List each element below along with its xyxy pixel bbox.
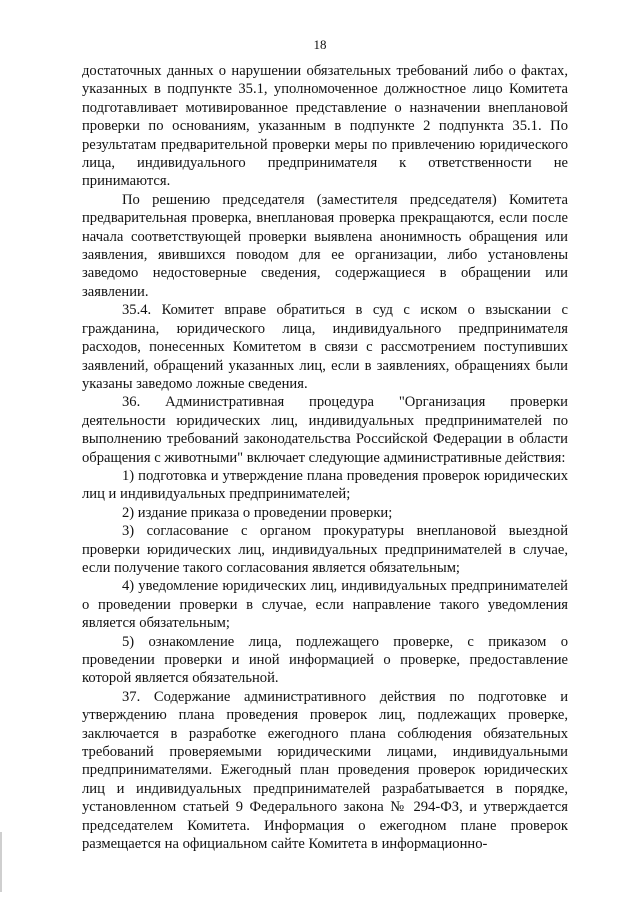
paragraph-35-4: 35.4. Комитет вправе обратиться в суд с иском о взыскании с гражданина, юридического лица, индивидуального предпринимателя расходов, понесенных Комитетом в связи с рассмотрением поступивших заявлений, обращений указанных лиц, если в заявлениях, обращениях были указаны заведомо ложные сведения. xyxy=(82,302,568,392)
list-item-2: 2) издание приказа о проведении проверки; xyxy=(122,504,393,521)
list-item-3: 3) согласование с органом прокуратуры внеплановой выездной проверки юридических лиц, индивидуальных предпринимателей в случае, если получение такого согласования является обязательным; xyxy=(82,523,568,576)
paragraph-36: 36. Административная процедура "Организация проверки деятельности юридических лиц, индивидуальных предпринимателей по выполнению требований законодательства Российской Федерации в области обращения с животными" включает следующие административные действия: xyxy=(82,394,568,466)
list-item-5: 5) ознакомление лица, подлежащего проверке, с приказом о проведении проверки и иной информацией о проверке, предоставление которой является обязательной. xyxy=(82,633,568,687)
document-body xyxy=(82,62,568,853)
scan-edge-mark xyxy=(0,832,2,892)
list-item-4: 4) уведомление юридических лиц, индивидуальных предпринимателей о проведении проверки в случае, если направление такого уведомления является обязательным; xyxy=(82,578,568,632)
list-item-1: 1) подготовка и утверждение плана проведения проверок юридических лиц и индивидуальных предпринимателей; xyxy=(82,467,568,503)
paragraph-continuation: достаточных данных о нарушении обязательных требований либо о фактах, указанных в подпункте 35.1, уполномоченное должностное лицо Комитета подготавливает мотивированное представление о назначении внеплановой проверки по основаниям, указанным в подпункте 2 подпункта 35.1. По результатам предварительной проверки меры по привлечению юридического лица, индивидуального предпринимателя к ответственности не принимаются. xyxy=(82,63,568,190)
paragraph-37: 37. Содержание административного действия по подготовке и утверждению плана проведения проверок лиц, подлежащих проверке, заключается в разработке ежегодного плана соблюдения обязательных требований проверяемыми юридическими лицами, индивидуальными предпринимателями. Ежегодный план проведения проверок юридических лиц и индивидуальных предпринимателей разрабатывается в порядке, установленном статьей 9 Федерального закона № 294-ФЗ, и утверждается председателем Комитета. Информация о ежегодном плане проверок размещается на официальном сайте Комитета в информационно- xyxy=(82,688,568,853)
paragraph-termination: По решению председателя (заместителя председателя) Комитета предварительная проверка, внеплановая проверка прекращаются, если после начала соответствующей проверки выявлена анонимность обращения или заявления, явившихся поводом для ее организации, либо установлены заведомо недостоверные сведения, содержащиеся в обращении или заявлении. xyxy=(82,191,568,300)
page-number: 18 xyxy=(313,37,327,52)
